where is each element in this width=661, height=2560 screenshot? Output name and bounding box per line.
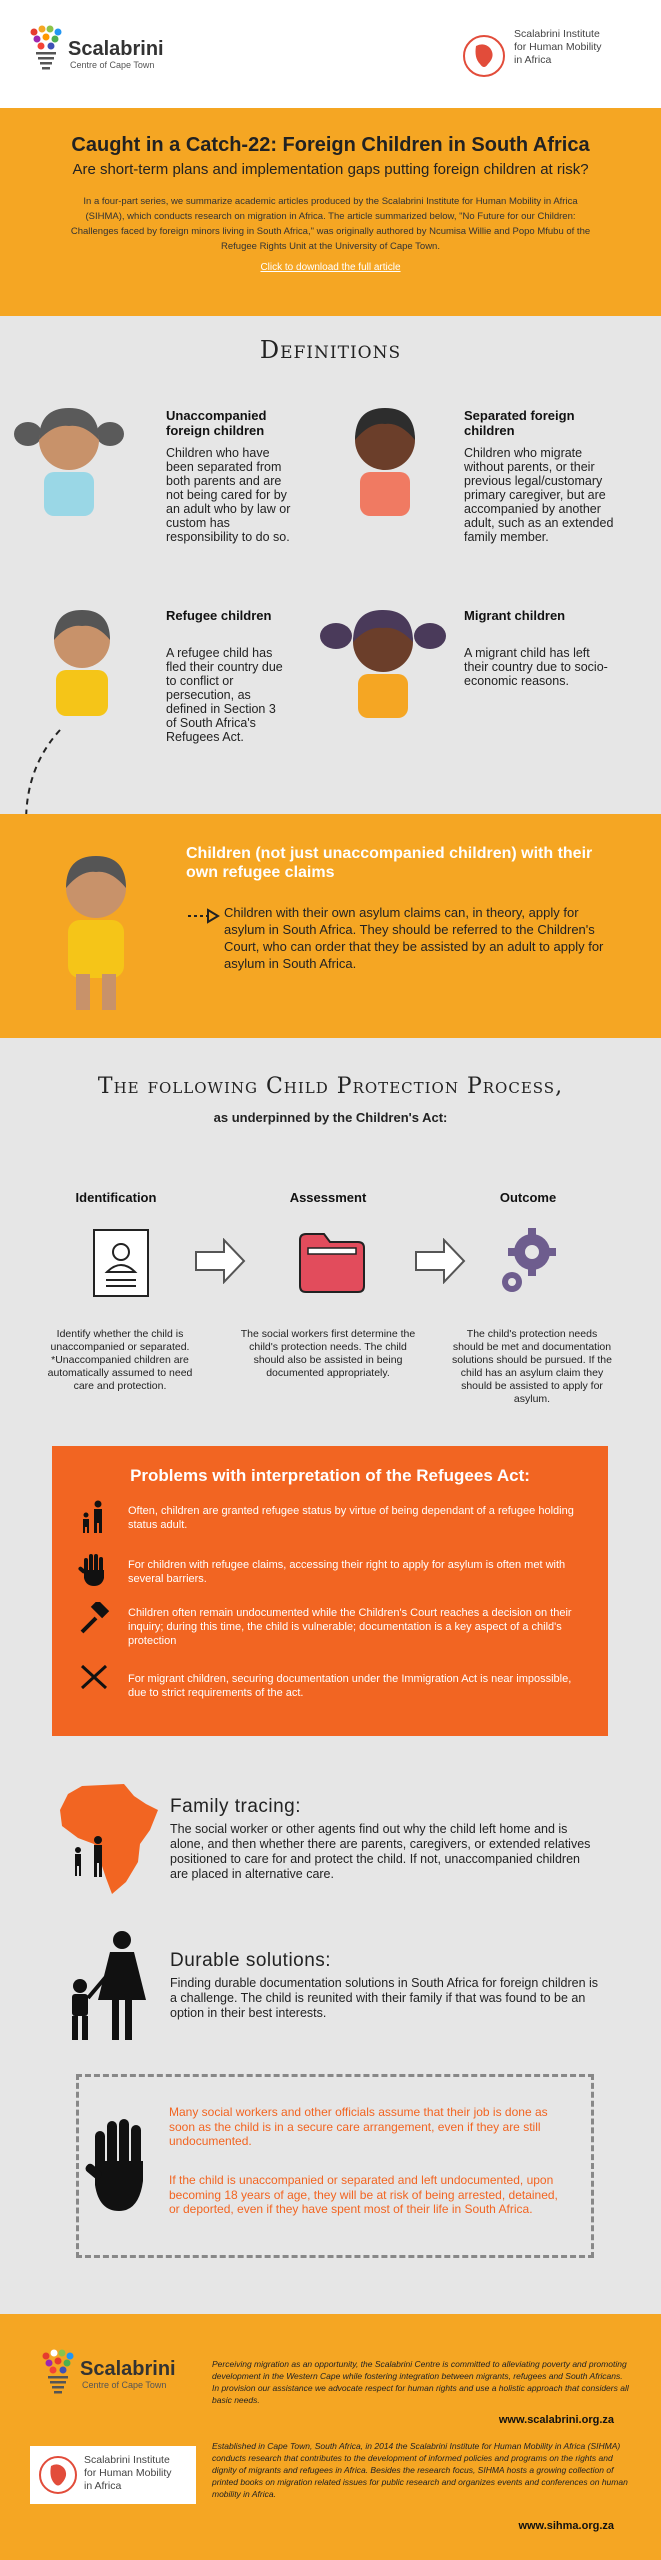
footer-sihma-text: Established in Cape Town, South Africa, in 2014 the Scalabrini Institute for Human Mobility in Africa (SIHMA) conducts research that contributes to the development of informed policies and programs on the rights and dignity of migrants and refugees in Africa. Besides the research focus, SIHMA hosts a growing collection of printed books on migration related issues for public research and organizes events and conferences on human mobility in Africa. [212,2441,628,2499]
gears-icon [498,1224,558,1298]
hand-stop-icon [78,1552,110,1588]
process-title: The following Child Protection Process, [97,1074,564,1099]
family-tracing-title: Family tracing: [170,1796,302,1817]
step-identification-text: Identify whether the child is unaccompanied or separated. *Unaccompanied children are automatically assumed to need care and protection. [47,1328,193,1392]
problems-box [52,1446,608,1736]
step-assessment-text: The social workers first determine the child's protection needs. The child should also be assisted in being documented appropriately. [240,1328,416,1379]
scalabrini-logo-icon [40,2348,76,2396]
def-title-separated: Separated foreign children [464,408,575,438]
problem-text: For children with refugee claims, accessing their right to apply for asylum is often met with several barriers. [128,1559,566,1585]
scalabrini-subtitle: Centre of Cape Town [70,60,155,70]
process-subtitle: as underpinned by the Children's Act: [213,1110,448,1125]
warning-text: If the child is unaccompanied or separated and left undocumented, upon becoming 18 years of age, they will be at risk of being arrested, detained, or deported, even if they have spent most of their life in South Africa. [169,2173,558,2216]
folder-icon [296,1230,366,1294]
family-tracing-text: The social worker or other agents find out why the child left home and is alone, and then whether there are parents, caregivers, or extended relatives positioned to care for and protect the child. If not, unaccompanied children are placed in alternative care. [170,1822,591,1881]
def-title-refugee: Refugee children [166,608,272,623]
footer-scalabrini-name: Scalabrini [80,2358,176,2380]
problem-text: Often, children are granted refugee status by virtue of being dependant of a refugee holding status adult. [128,1505,574,1531]
durable-solutions-text: Finding durable documentation solutions in South Africa for foreign children is a challenge. The child is reunited with their family if that was found to be an option in their best interests. [170,1976,599,2020]
page-title: Caught in a Catch-22: Foreign Children in South Africa [71,134,590,156]
girl-blue-shirt-icon [14,404,124,516]
sihma-name: Scalabrini Institute for Human Mobility in Africa [514,28,602,66]
arrow-right-icon [414,1238,466,1284]
step-assessment-title: Assessment [289,1190,367,1205]
def-text-separated: Children who migrate without parents, or their previous legal/customary primary caregiver, but are accompanied by another adult, such as an extended family member. [464,446,614,544]
step-outcome-title: Outcome [499,1190,557,1205]
intro-section [0,108,661,316]
sihma-globe-icon [462,34,506,78]
sihma-globe-icon [38,2455,78,2495]
page-header [0,0,661,108]
problem-text: For migrant children, securing documentation under the Immigration Act is near impossible, due to strict requirements of the act. [128,1673,572,1699]
arrow-right-icon [194,1238,246,1284]
adult-child-icon [80,1500,110,1534]
footer-sihma-name: Scalabrini Institute for Human Mobility in Africa [84,2454,172,2492]
definitions-title: Definitions [259,336,402,364]
step-identification-title: Identification [75,1190,157,1205]
intro-text: In a four-part series, we summarize academic articles produced by the Scalabrini Institute for Human Mobility in Africa (SIHMA), which conducts research on migration in Africa. The article summarized below, "No Future for our Children: Challenges faced by foreign minors living in South Africa," was originally authored by Ncumisa Willie and Popo Mfubu of the Refugee Rights Unit at the University of Cape Town. [70,196,591,252]
boy-salmon-shirt-icon [340,404,430,516]
girl-orange-shirt-icon [318,604,448,718]
family-silhouette-icon [62,1930,158,2042]
refugee-claims-section [0,814,661,1038]
footer-scalabrini-text: Perceiving migration as an opportunity, the Scalabrini Centre is committed to alleviating poverty and promoting development in the Western Cape while fostering integration between migrants, refugees and South Africans. In provision our assistance we advocate respect for human rights and use a holistic approach that considers all basic needs. [212,2359,629,2405]
problems-title: Problems with interpretation of the Refugees Act: [130,1466,530,1485]
sihma-logo-box [30,2446,196,2504]
cross-icon [78,1662,110,1692]
gavel-icon [78,1602,112,1636]
claims-title: Children (not just unaccompanied children) with their own refugee claims [186,845,593,881]
id-document-icon [92,1228,150,1298]
def-title-migrant: Migrant children [464,608,566,623]
def-text-unaccompanied: Children who have been separated from both parents and are not being cared for by an adult who by law or custom has responsibility to do so. [166,446,291,544]
boy-yellow-shirt-icon [42,606,122,716]
footer-scalabrini-subtitle: Centre of Cape Town [82,2380,167,2390]
page-subtitle: Are short-term plans and implementation gaps putting foreign children at risk? [72,161,589,178]
definitions-section [0,316,661,814]
scalabrini-logo-icon [28,24,64,72]
scalabrini-website-link[interactable]: www.scalabrini.org.za [498,2414,614,2426]
sihma-website-link[interactable]: www.sihma.org.za [518,2520,614,2532]
page-footer [0,2314,661,2560]
problem-text: Children often remain undocumented while the Children's Court reaches a decision on their inquiry; during this time, the child is vulnerable; documentation is a key aspect of a child's protection [128,1607,572,1647]
warning-text: Many social workers and other officials assume that their job is done as soon as the child is in a secure care arrangement, even if they are still undocumented. [169,2105,548,2148]
durable-solutions-title: Durable solutions: [170,1950,332,1971]
step-outcome-text: The child's protection needs should be met and documentation solutions should be pursued. If the child has an asylum claim they should be assisted to apply for asylum. [452,1328,612,1405]
download-article-link[interactable]: Click to download the full article [260,262,401,273]
warnings-box [76,2074,594,2258]
child-yellow-shirt-icon [56,854,136,1014]
def-text-refugee: A refugee child has fled their country due to conflict or persecution, as defined in Section 3 of South Africa's Refugees Act. [166,646,283,744]
hand-stop-icon [85,2117,155,2217]
claims-text: Children with their own asylum claims can, in theory, apply for asylum in South Africa. They should be referred to the Children's Court, who can order that they be assisted by an adult to apply for asylum in South Africa. [224,905,604,971]
def-text-migrant: A migrant child has left their country due to socio-economic reasons. [464,646,608,688]
africa-family-icon [54,1782,164,1898]
scalabrini-name: Scalabrini [68,38,164,60]
def-title-unaccompanied: Unaccompanied foreign children [166,408,267,438]
dotted-arrow-icon [186,908,220,924]
